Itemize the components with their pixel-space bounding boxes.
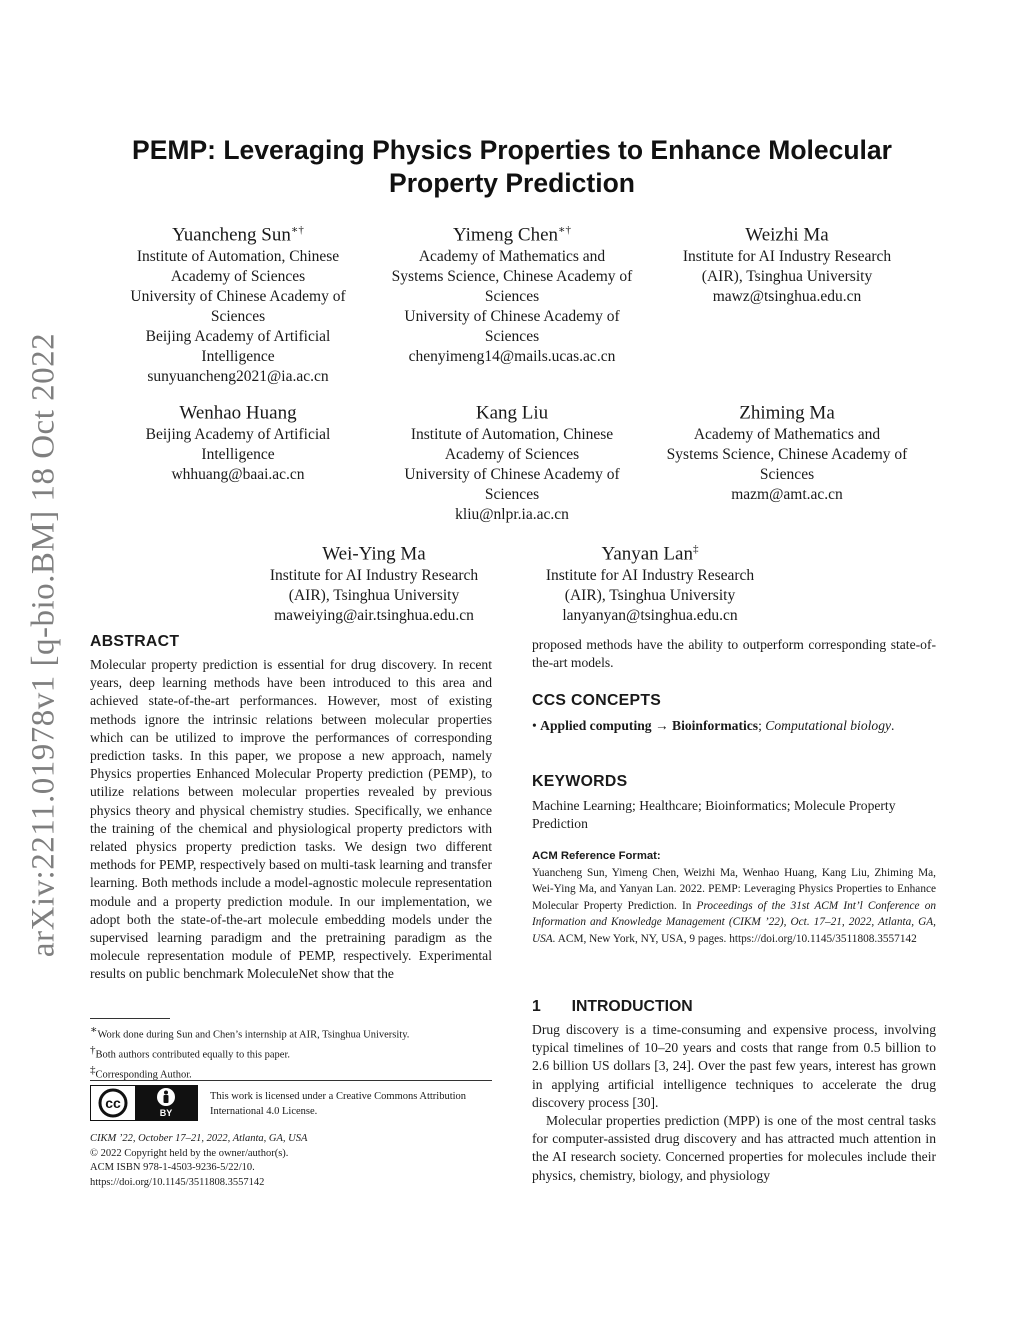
- ccs-separator: ;: [758, 718, 762, 733]
- acm-reference-heading: ACM Reference Format:: [532, 850, 661, 862]
- title-line-1: PEMP: Leveraging Physics Properties to Enhance Molecular: [132, 135, 892, 165]
- footnote: [90, 1043, 492, 1063]
- author-email: mawz@tsinghua.edu.cn: [712, 288, 862, 306]
- author-affiliation: Beijing Academy of Artificial: [145, 426, 331, 444]
- intro-paragraph: Drug discovery is a time-consuming and expensive process, involving typical timelines of 10–20 years and costs that range from 0.5 billion to 2.6 billion US dollars [3, 24]. Over the past few years, interest has grown in applying artificial intelligence techniques to accelerate the drug discovery process [30].: [532, 1022, 936, 1110]
- author-block: [656, 218, 918, 307]
- author-block: [652, 396, 922, 505]
- conference-venue: CIKM ’22, October 17–21, 2022, Atlanta, GA, USA: [90, 1133, 308, 1144]
- author-affiliation: (AIR), Tsinghua University: [288, 587, 460, 605]
- author-name: Wei-Ying Ma: [322, 543, 426, 565]
- title-line-2: Property Prediction: [389, 168, 635, 198]
- ccs-section: [532, 692, 936, 735]
- reference-plain: Yuancheng Sun, Yimeng Chen, Weizhi Ma, Wenhao Huang, Kang Liu, Zhiming Ma, Wei-Ying Ma, and Yanyan Lan. 2022. PEMP: Leveraging Physics Properties to Enhance Molecular Property Prediction. In: [532, 866, 936, 912]
- author-block: [246, 537, 502, 626]
- introduction-section: [532, 998, 936, 1185]
- author-block: [378, 396, 646, 525]
- author-name: Yuancheng Sun: [172, 224, 291, 246]
- author-affiliation: Academy of Mathematics and: [418, 248, 606, 266]
- author-name: Yimeng Chen: [452, 224, 559, 246]
- author-affiliation: Sciences: [484, 328, 540, 346]
- author-affiliation: Academy of Mathematics and: [693, 426, 881, 444]
- abstract-paragraph: Molecular property prediction is essential for drug discovery. In recent years, deep learning methods have been introduced to this area and achieved state-of-the-art performances. However, most of existing methods ignore the intrinsic relations between molecular properties which can be utilized to improve the performances of corresponding prediction tasks. In this paper, we propose a new approach, namely Physics properties Enhanced Molecular Property prediction (PEMP), to utilize relations between molecular properties revealed by previous physics theory and physical chemistry studies. Specifically, we enhance the training of the chemical and physiological property predictors with related physics property prediction tasks. We design two different methods for PEMP, respectively based on multi-task learning and transfer learning. Both methods include a model-agnostic molecule representation module and a property prediction module. In our implementation, we adopt both the state-of-the-art molecule embedding models under the supervised learning paradigm and the pretraining paradigm as the molecule representation module of PEMP, respectively. Experimental results on public benchmark MoleculeNet show that the: [90, 657, 492, 982]
- author-affiliation: Sciences: [759, 466, 815, 484]
- section-title: INTRODUCTION: [571, 998, 693, 1015]
- ccs-category: Applied computing: [540, 718, 652, 733]
- author-affiliation: University of Chinese Academy of: [130, 288, 346, 306]
- license-rule: [90, 1080, 492, 1081]
- doi-line: https://doi.org/10.1145/3511808.3557142: [90, 1176, 265, 1188]
- ccs-heading: CCS CONCEPTS: [532, 692, 662, 709]
- footnote-rule: [90, 1018, 170, 1019]
- license-text: This work is licensed under a Creative Commons Attribution International 4.0 License.: [210, 1091, 467, 1117]
- keywords-heading: KEYWORDS: [532, 773, 628, 790]
- author-name: Kang Liu: [475, 402, 549, 424]
- author-email: mazm@amt.ac.cn: [731, 486, 843, 504]
- section-number: 1: [532, 998, 541, 1015]
- author-affiliation: Sciences: [484, 486, 540, 504]
- author-affiliation: Sciences: [484, 288, 540, 306]
- acm-reference: [532, 848, 936, 948]
- author-affiliation: Systems Science, Chinese Academy of: [391, 268, 633, 286]
- arxiv-stamp: [0, 0, 80, 1325]
- footnote-mark: †: [90, 1044, 96, 1056]
- arxiv-id: arXiv:2211.01978v1 [q-bio.BM] 18 Oct 2022: [25, 332, 62, 958]
- author-affiliation: Intelligence: [201, 446, 275, 464]
- author-block: [108, 218, 368, 387]
- conference-info: [90, 1132, 492, 1190]
- author-email: lanyanyan@tsinghua.edu.cn: [562, 607, 738, 625]
- author-affiliation: Systems Science, Chinese Academy of: [666, 446, 908, 464]
- author-affiliation: Institute of Automation, Chinese: [410, 426, 614, 444]
- author-affiliation: Academy of Sciences: [444, 446, 580, 464]
- author-name: Zhiming Ma: [739, 402, 835, 424]
- author-marks: ∗†: [290, 224, 304, 236]
- author-affiliation: Institute for AI Industry Research: [545, 567, 755, 585]
- author-name: Weizhi Ma: [745, 224, 829, 246]
- reference-tail: ACM, New York, NY, USA, 9 pages. https://doi.org/10.1145/3511808.3557142: [557, 932, 917, 945]
- acm-reference-text: [532, 865, 936, 948]
- footnote-text: Corresponding Author.: [95, 1069, 192, 1081]
- author-block: [108, 396, 368, 485]
- cc-by-badge: [90, 1085, 198, 1121]
- ccs-concept: Computational biology: [765, 718, 892, 733]
- footnote-text: Both authors contributed equally to this paper.: [95, 1049, 291, 1061]
- author-email: whhuang@baai.ac.cn: [171, 466, 305, 484]
- cc-label: cc: [105, 1095, 121, 1111]
- abstract-section: [90, 633, 492, 984]
- author-affiliation: Sciences: [210, 308, 266, 326]
- author-marks: ∗†: [558, 224, 571, 236]
- abstract-continuation-text: proposed methods have the ability to outperform corresponding state-of-the-art models.: [532, 637, 936, 671]
- author-block: [378, 218, 646, 367]
- abstract-heading: ABSTRACT: [90, 633, 180, 650]
- author-affiliation: Institute of Automation, Chinese: [136, 248, 340, 266]
- copyright-line: © 2022 Copyright held by the owner/author(s).: [90, 1147, 289, 1159]
- footnote-mark: ∗: [90, 1024, 98, 1036]
- ccs-arrow: →: [655, 718, 669, 733]
- ccs-bullet: •: [532, 718, 537, 733]
- abstract-continuation: [532, 636, 936, 672]
- by-section: [135, 1086, 197, 1120]
- introduction-body: [532, 1021, 936, 1185]
- intro-paragraph: Molecular properties prediction (MPP) is one of the most central tasks for computer-assisted drug discovery and has attracted much attention in the AI research society. Concerned properties for molecules include their physics, chemistry, biology, and physiology: [532, 1113, 936, 1183]
- ccs-subcategory: Bioinformatics: [672, 718, 759, 733]
- author-affiliation: (AIR), Tsinghua University: [701, 268, 873, 286]
- author-email: kliu@nlpr.ia.ac.cn: [455, 506, 569, 524]
- attribution-icon: [153, 1086, 179, 1108]
- author-affiliation: Beijing Academy of Artificial: [145, 328, 331, 346]
- keywords-text: Machine Learning; Healthcare; Bioinformatics; Molecule Property Prediction: [532, 798, 896, 832]
- author-affiliation: (AIR), Tsinghua University: [564, 587, 736, 605]
- author-affiliation: Institute for AI Industry Research: [269, 567, 479, 585]
- author-name: Wenhao Huang: [179, 402, 297, 424]
- author-affiliation: Intelligence: [201, 348, 275, 366]
- footnote-mark: ‡: [90, 1064, 96, 1076]
- author-email: maweiying@air.tsinghua.edu.cn: [274, 607, 474, 625]
- cc-icon: [91, 1086, 135, 1120]
- author-email: sunyuancheng2021@ia.ac.cn: [147, 368, 329, 386]
- footnotes: [90, 1023, 492, 1083]
- footnote: [90, 1023, 492, 1043]
- paper-title: [100, 134, 924, 200]
- author-block: [522, 537, 778, 626]
- introduction-heading: [532, 998, 936, 1016]
- isbn-line: ACM ISBN 978-1-4503-9236-5/22/10.: [90, 1162, 255, 1173]
- author-email: chenyimeng14@mails.ucas.ac.cn: [408, 348, 616, 366]
- author-affiliation: University of Chinese Academy of: [404, 308, 620, 326]
- author-affiliation: University of Chinese Academy of: [404, 466, 620, 484]
- abstract-text: [90, 656, 492, 984]
- keywords-section: [532, 773, 936, 833]
- author-affiliation: Institute for AI Industry Research: [682, 248, 892, 266]
- author-marks: ‡: [692, 543, 699, 555]
- by-label: BY: [159, 1108, 173, 1118]
- author-name: Yanyan Lan: [601, 543, 693, 565]
- ccs-end: .: [891, 718, 895, 733]
- reference-proceedings: Proceedings of the 31st ACM Int’l Conference on Information and Knowledge Management (CIKM ’22), Oct. 17–21, 2022, Atlanta, GA, USA.: [532, 899, 936, 945]
- ccs-concepts: [532, 717, 936, 735]
- author-affiliation: Academy of Sciences: [170, 268, 306, 286]
- footnote-text: Work done during Sun and Chen’s internship at AIR, Tsinghua University.: [97, 1029, 410, 1041]
